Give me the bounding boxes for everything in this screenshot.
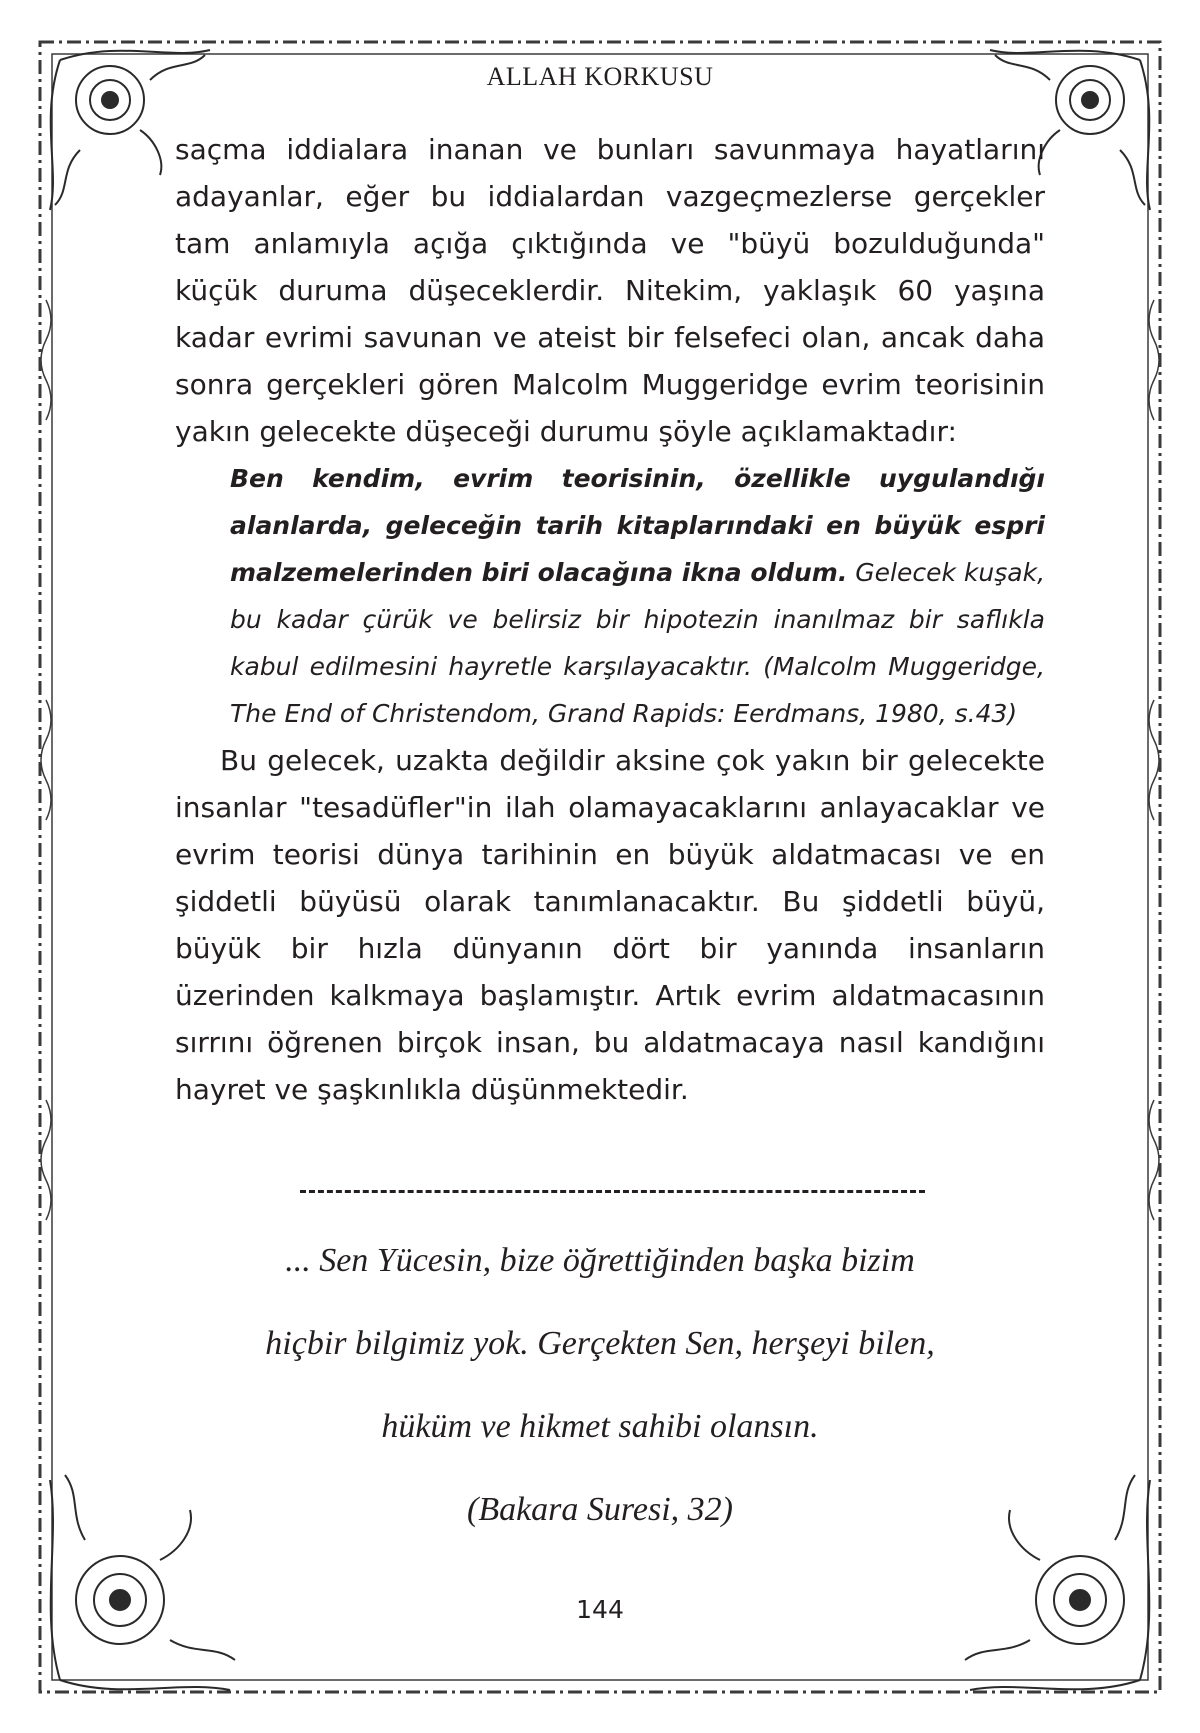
verse-reference: (Bakara Suresi, 32) [467, 1491, 733, 1528]
verse-line-2: hiçbir bilgimiz yok. Gerçekten Sen, herşeyi bilen, [265, 1325, 935, 1362]
running-head-title: ALLAH KORKUSU [486, 62, 714, 91]
verse-line-3: hüküm ve hikmet sahibi olansın. [381, 1408, 819, 1445]
block-quote [230, 455, 1045, 737]
page-body [175, 126, 1045, 1113]
quote-bold-text: Ben kendim, evrim teorisinin, özellikle uygulandığı alanlarda, geleceğin tarih kitaplarındaki en büyük espri malzemelerinden biri olacağına ikna oldum. [230, 464, 1045, 587]
section-divider [300, 1190, 925, 1193]
quote-italic-text: Gelecek kuşak, bu kadar çürük ve belirsiz bir hipotezin inanılmaz bir saflıkla kabul edilmesini hayretle karşılayacaktır. (Malcolm Muggeridge, The End of Christendom, Grand Rapids: Eerdmans, 1980, s.43) [230, 558, 1046, 728]
page-number: 144 [576, 1595, 624, 1624]
body-paragraph-1: saçma iddialara inanan ve bunları savunmaya hayatlarını adayanlar, eğer bu iddialardan vazgeçmezlerse gerçekler tam anlamıyla açığa çıktığında ve "büyü bozulduğunda" küçük duruma düşeceklerdir. Nitekim, yaklaşık 60 yaşına kadar evrimi savunan ve ateist bir felsefeci olan, ancak daha sonra gerçekleri gören Malcolm Muggeridge evrim teorisinin yakın gelecekte düşeceği durumu şöyle açıklamaktadır: [175, 133, 1045, 448]
body-paragraph-2: Bu gelecek, uzakta değildir aksine çok yakın bir gelecekte insanlar "tesadüfler"in ilah olamayacaklarını anlayacaklar ve evrim teorisi dünya tarihinin en büyük aldatmacası ve en şiddetli büyüsü olarak tanımlanacaktır. Bu şiddetli büyü, büyük bir hızla dünyanın dört bir yanında insanların üzerinden kalkmaya başlamıştır. Artık evrim aldatmacasının sırrını öğrenen birçok insan, bu aldatmacaya nasıl kandığını hayret ve şaşkınlıkla düşünmektedir. [175, 744, 1045, 1106]
verse-line-1: ... Sen Yücesin, bize öğrettiğinden başka bizim [285, 1242, 915, 1279]
